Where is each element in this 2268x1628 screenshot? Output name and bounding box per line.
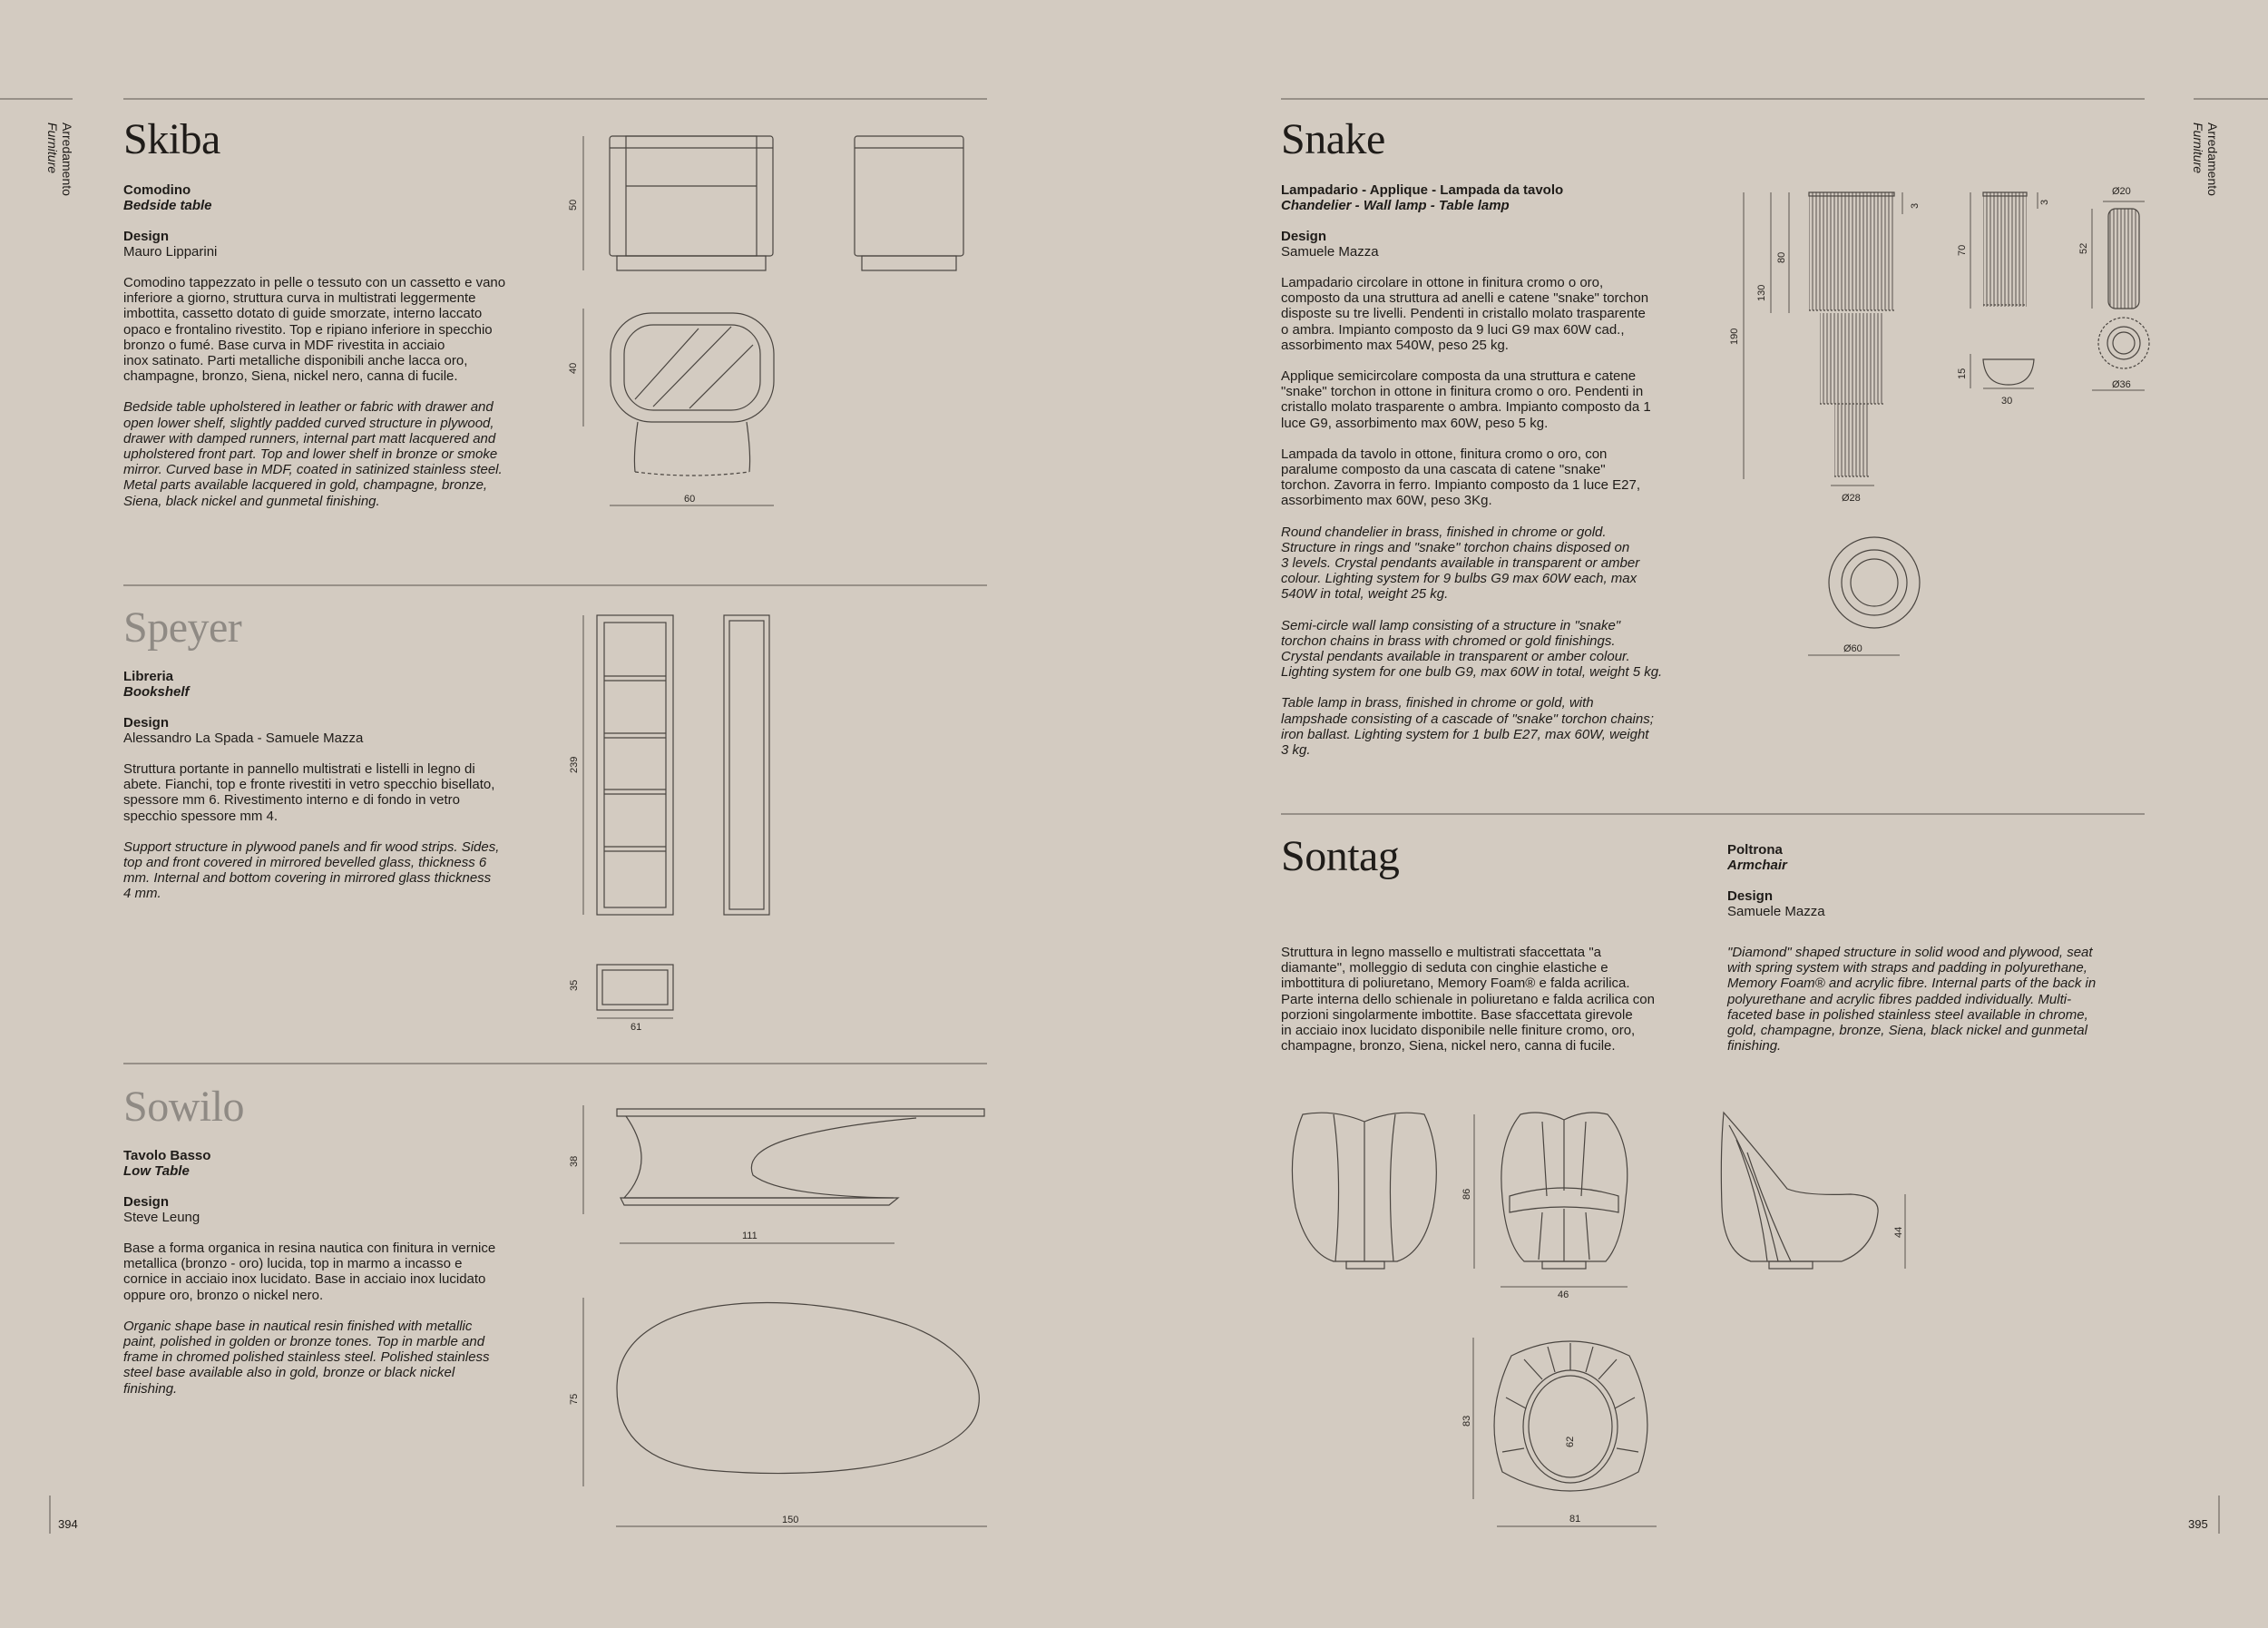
dim-text: 75 bbox=[569, 1393, 580, 1405]
description-en: Support structure in plywood panels and fir wood strips. Sides, top and front covered in mirrored bevelled glass, thickness 6 mm. Internal and bottom covering in mirrored glass thickness 4 mm. bbox=[123, 839, 500, 902]
dim-text: 86 bbox=[1461, 1188, 1472, 1200]
dim-text: 239 bbox=[569, 756, 580, 773]
dim-text: 3 bbox=[1910, 202, 1921, 209]
product-type-en: Bookshelf bbox=[123, 684, 190, 700]
dim-text: 190 bbox=[1729, 328, 1740, 345]
page-number-right: 395 bbox=[2188, 1517, 2208, 1531]
speyer-title: Speyer bbox=[123, 603, 242, 652]
dim-text: 15 bbox=[1957, 368, 1968, 379]
product-type-it: Comodino bbox=[123, 182, 191, 198]
dim-text: 60 bbox=[684, 494, 696, 505]
sontag-title: Sontag bbox=[1281, 832, 1400, 880]
design-label: Design bbox=[1281, 229, 1327, 244]
dim-text: 3 bbox=[2039, 199, 2050, 205]
product-type-it: Tavolo Basso bbox=[123, 1148, 211, 1163]
dim-text: 150 bbox=[782, 1515, 799, 1525]
description-it: Comodino tappezzato in pelle o tessuto con un cassetto e vano inferiore a giorno, struttura curva in multistrati leggermente imbottita, cassetto dotato di guide smorzate, interno laccato opaco e frontalino rivestito. Top e ripiano inferiore in specchio bronzo o fumé. Base curva in MDF rivestita in acciaio inox satinato. Parti metalliche disponibili anche lacca oro, champagne, bronzo, Siena, nickel nero, canna di fucile. bbox=[123, 275, 506, 385]
dim-text: 83 bbox=[1461, 1415, 1472, 1427]
dim-text: 61 bbox=[631, 1022, 642, 1033]
product-type-it: Libreria bbox=[123, 669, 174, 684]
description-en-table-lamp: Table lamp in brass, finished in chrome or gold, with lampshade consisting of a cascade of "snake" torchon chains; iron ballast. Lighting system for 1 bulb E27, max 60W, weight 3 kg. bbox=[1281, 695, 1654, 759]
dim-text: 44 bbox=[1893, 1226, 1904, 1238]
dim-text: 111 bbox=[742, 1231, 758, 1241]
product-type-it: Lampadario - Applique - Lampada da tavolo bbox=[1281, 182, 1564, 198]
dim-text: Ø28 bbox=[1842, 493, 1861, 504]
product-type-en: Armchair bbox=[1727, 858, 1787, 873]
page-number-left: 394 bbox=[58, 1517, 78, 1531]
dim-text: 46 bbox=[1558, 1290, 1569, 1300]
product-type-en: Chandelier - Wall lamp - Table lamp bbox=[1281, 198, 1510, 213]
dim-text: 62 bbox=[1565, 1436, 1576, 1447]
dim-text: 30 bbox=[2001, 396, 2013, 407]
side-label-en: Furniture bbox=[45, 123, 60, 174]
dim-text: Ø60 bbox=[1843, 643, 1862, 654]
description-it: Base a forma organica in resina nautica con finitura in vernice metallica (bronzo - oro) lucida, top in marmo a incasso e cornice in acciaio inox lucidato. Base in acciaio inox lucidato oppure oro, bronzo o nickel nero. bbox=[123, 1241, 496, 1303]
product-type-it: Poltrona bbox=[1727, 842, 1783, 858]
description-en: Bedside table upholstered in leather or fabric with drawer and open lower shelf, slightly padded curved structure in plywood, drawer with damped runners, internal part matt lacquered and upholstered front part. Top and lower shelf in bronze or smoke mirror. Curved base in MDF, coated in satinized stainless steel. Metal parts available lacquered in gold, champagne, bronze, Siena, black nickel and gunmetal finishing. bbox=[123, 399, 503, 509]
dim-text: 70 bbox=[1957, 244, 1968, 256]
dim-text: 80 bbox=[1776, 251, 1787, 263]
dim-text: Ø36 bbox=[2112, 379, 2131, 390]
side-label-en: Furniture bbox=[2191, 123, 2205, 174]
description-en: "Diamond" shaped structure in solid wood and plywood, seat with spring system with straps and padding in polyurethane, Memory Foam® and acrylic fibre. Internal parts of the back in polyurethane and acrylic fibres padded individually. Multi- faceted base in polished stainless steel available in chrome, gold, champagne, bronze, Siena, black nickel and gunmetal finishing. bbox=[1727, 945, 2097, 1054]
sowilo-title: Sowilo bbox=[123, 1083, 245, 1131]
description-it: Struttura in legno massello e multistrati sfaccettata "a diamante", molleggio di seduta con cinghie elastiche e imbottitura di poliuretano, Memory Foam® e falda acrilica. Parte interna dello schienale in poliuretano e falda acrilica con porzioni singolarmente imbottite. Base sfaccettata girevole in acciaio inox lucidato disponibile nelle finiture cromo, oro, champagne, bronzo, Siena, nickel nero, canna di fucile. bbox=[1281, 945, 1655, 1054]
designer-name: Steve Leung bbox=[123, 1210, 200, 1225]
description-it-table-lamp: Lampada da tavolo in ottone, finitura cromo o oro, con paralume composto da una cascata di catene "snake" torchon. Zavorra in ferro. Impianto composto da 1 luce E27, assorbimento max 60W, peso 3Kg. bbox=[1281, 446, 1641, 509]
description-it-wall-lamp: Applique semicircolare composta da una struttura e catene "snake" torchon in ottone in finitura cromo o oro. Pendenti in cristallo molato trasparente o ambra. Impianto composto da 1 luce G9, assorbimento max 60W, peso 5 kg. bbox=[1281, 368, 1651, 431]
side-label-it: Arredamento bbox=[2205, 123, 2220, 196]
dim-text: 130 bbox=[1756, 284, 1767, 301]
dim-text: 50 bbox=[568, 199, 579, 211]
snake-title: Snake bbox=[1281, 115, 1385, 163]
designer-name: Samuele Mazza bbox=[1281, 244, 1379, 260]
dim-text: 38 bbox=[569, 1155, 580, 1167]
design-label: Design bbox=[123, 715, 170, 731]
description-it: Struttura portante in pannello multistrati e listelli in legno di abete. Fianchi, top e fronte rivestiti in vetro specchio bisellato, spessore mm 6. Rivestimento interno e di fondo in vetro specchio spessore mm 4. bbox=[123, 761, 495, 824]
designer-name: Samuele Mazza bbox=[1727, 904, 1825, 919]
product-type-en: Bedside table bbox=[123, 198, 212, 213]
dim-text: Ø20 bbox=[2112, 186, 2131, 197]
dim-text: 81 bbox=[1569, 1514, 1581, 1525]
dim-text: 52 bbox=[2078, 242, 2089, 254]
dim-text: 35 bbox=[569, 979, 580, 991]
design-label: Design bbox=[1727, 888, 1774, 904]
description-en: Organic shape base in nautical resin finished with metallic paint, polished in golden or bronze tones. Top in marble and frame in chromed polished stainless steel. Polished stainless steel base available also in gold, bronze or black nickel finishing. bbox=[123, 1318, 490, 1397]
description-it-chandelier: Lampadario circolare in ottone in finitura cromo o oro, composto da una struttura ad anelli e catene "snake" torchon disposte su tre livelli. Pendenti in cristallo molato trasparente o ambra. Impianto composto da 9 luci G9 max 60W cad., assorbimento max 540W, peso 25 kg. bbox=[1281, 275, 1649, 353]
description-en-wall-lamp: Semi-circle wall lamp consisting of a structure in "snake" torchon chains in brass with chromed or gold finishings. Crystal pendants available in transparent or amber colour. Lighting system for one bulb G9, max 60W in total, weight 5 kg. bbox=[1281, 617, 1663, 681]
dim-text: 40 bbox=[568, 362, 579, 374]
design-label: Design bbox=[123, 229, 170, 244]
skiba-title: Skiba bbox=[123, 115, 220, 163]
product-type-en: Low Table bbox=[123, 1163, 190, 1179]
designer-name: Alessandro La Spada - Samuele Mazza bbox=[123, 731, 364, 746]
side-label-it: Arredamento bbox=[60, 123, 74, 196]
description-en-chandelier: Round chandelier in brass, finished in chrome or gold. Structure in rings and "snake" torchon chains disposed on 3 levels. Crystal pendants available in transparent or amber colour. Lighting system for 9 bulbs G9 max 60W each, max 540W in total, weight 25 kg. bbox=[1281, 524, 1640, 603]
design-label: Design bbox=[123, 1194, 170, 1210]
designer-name: Mauro Lipparini bbox=[123, 244, 218, 260]
